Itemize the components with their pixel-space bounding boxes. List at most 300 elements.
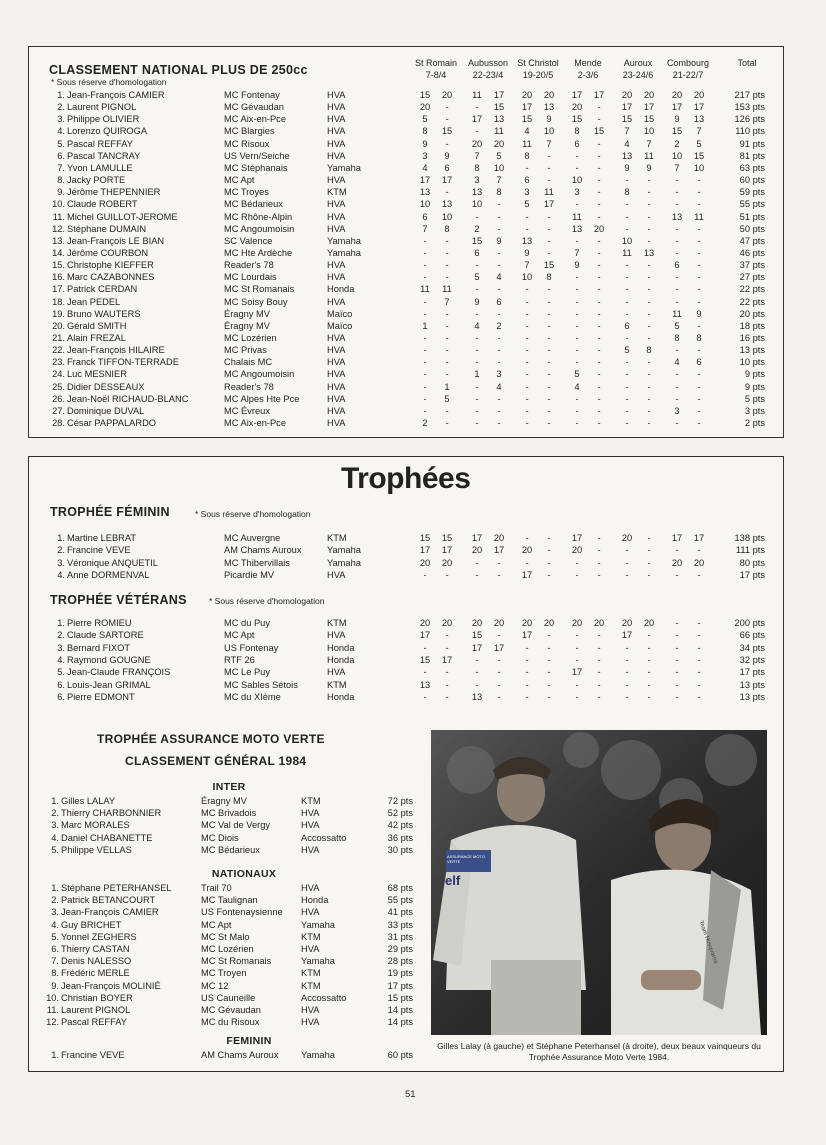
club: RTF 26 xyxy=(224,654,255,665)
rank: 6. xyxy=(57,150,65,161)
round-points: - xyxy=(647,187,651,198)
round-points: - xyxy=(575,630,579,641)
round-date: 23-24/6 xyxy=(622,70,654,80)
round-points: 6 xyxy=(474,247,480,258)
round-points: 20 xyxy=(521,618,533,628)
round-points: - xyxy=(547,381,551,392)
round-points: - xyxy=(675,187,679,198)
round-points: - xyxy=(597,691,601,702)
club: Éragny MV xyxy=(201,796,247,806)
club: MC Soisy Bouy xyxy=(224,296,288,307)
round-points: 8 xyxy=(524,150,530,161)
round-points: - xyxy=(445,418,449,429)
club: Picardie MV xyxy=(224,569,275,580)
total-points: 153 pts xyxy=(734,102,765,113)
round-points: - xyxy=(625,393,629,404)
rider-name: Didier DESSEAUX xyxy=(67,381,145,392)
total-points: 72 pts xyxy=(387,796,413,806)
club: MC Bédarieux xyxy=(224,199,283,210)
club: MC Aix-en-Pce xyxy=(224,418,286,429)
round-points: 15 xyxy=(419,90,431,100)
bike: HVA xyxy=(301,1005,320,1015)
bike: KTM xyxy=(301,980,321,991)
round-points: 5 xyxy=(624,345,630,356)
rider-name: Jean-François MOLINIÉ xyxy=(61,980,161,991)
trophees-title: Trophées xyxy=(341,462,471,495)
rider-name: Thierry CASTAN xyxy=(61,944,130,954)
rider-name: Claude SARTORE xyxy=(67,630,144,641)
round-points: 13 xyxy=(693,114,705,125)
round-points: - xyxy=(423,691,427,702)
round-points: - xyxy=(445,187,449,198)
club: MC St Romanais xyxy=(201,956,272,967)
round-points: 10 xyxy=(493,162,505,173)
round-points: - xyxy=(647,381,651,392)
total-points: 68 pts xyxy=(387,883,413,893)
rank: 1. xyxy=(51,1050,59,1060)
round-points: 20 xyxy=(419,618,431,628)
round-points: - xyxy=(547,357,551,368)
round-points: - xyxy=(423,642,427,653)
round-points: 8 xyxy=(422,126,428,137)
round-points: - xyxy=(697,642,701,653)
trophees-box xyxy=(28,456,784,1072)
rank: 10. xyxy=(46,992,59,1003)
round-points: - xyxy=(497,333,501,343)
round-points: - xyxy=(547,369,551,380)
total-points: 50 pts xyxy=(739,223,765,234)
club: MC Sables Sétois xyxy=(224,679,298,690)
round-points: 6 xyxy=(422,211,428,222)
round-points: 17 xyxy=(693,533,705,543)
round-points: 7 xyxy=(496,175,502,186)
round-points: 9 xyxy=(524,247,530,258)
round-points: 11 xyxy=(572,211,582,222)
round-points: 5 xyxy=(524,199,530,210)
round-points: 17 xyxy=(471,642,483,653)
round-points: - xyxy=(597,357,601,368)
rider-name: Daniel CHABANETTE xyxy=(61,832,153,843)
round-points: 20 xyxy=(471,545,483,556)
round-points: 7 xyxy=(422,223,428,234)
round-points: - xyxy=(547,654,551,665)
round-points: 7 xyxy=(524,260,530,271)
club: MC Brivadois xyxy=(201,808,257,819)
round-points: 17 xyxy=(493,642,505,653)
club: MC 12 xyxy=(201,980,229,991)
rank: 1. xyxy=(57,618,65,628)
rank: 3. xyxy=(51,907,59,918)
round-points: - xyxy=(423,569,427,580)
round-points: 3 xyxy=(674,405,680,416)
rank: 5. xyxy=(57,138,65,149)
round-points: - xyxy=(647,405,651,416)
rider-name: Stéphane PETERHANSEL xyxy=(61,883,172,893)
round-points: - xyxy=(647,223,651,234)
total-points: 42 pts xyxy=(387,820,413,831)
round-points: 5 xyxy=(444,393,450,404)
total-points: 51 pts xyxy=(739,211,765,222)
total-points: 13 pts xyxy=(739,345,765,356)
club: MC du XIème xyxy=(224,691,281,702)
table-row xyxy=(29,679,783,691)
rider-name: Jean-François CAMIER xyxy=(67,90,165,100)
national-standings-box xyxy=(28,46,784,438)
round-points: - xyxy=(597,284,601,295)
round-points: - xyxy=(597,381,601,392)
bike: HVA xyxy=(301,844,320,855)
rider-name: Lorenzo QUIROGA xyxy=(67,126,148,137)
rider-name: Christian BOYER xyxy=(61,992,133,1003)
total-points: 30 pts xyxy=(387,844,413,855)
round-points: 17 xyxy=(643,102,655,113)
round-points: - xyxy=(597,247,601,258)
round-points: - xyxy=(445,320,449,331)
round-points: - xyxy=(575,691,579,702)
round-points: - xyxy=(575,679,579,690)
round-points: - xyxy=(575,405,579,416)
round-points: - xyxy=(675,618,679,628)
round-points: 7 xyxy=(474,150,480,161)
round-points: - xyxy=(497,345,501,356)
total-points: 28 pts xyxy=(387,956,413,967)
round-points: 8 xyxy=(496,187,502,198)
round-points: 5 xyxy=(422,114,428,125)
total-points: 111 pts xyxy=(735,545,765,556)
round-points: - xyxy=(547,320,551,331)
round-points: - xyxy=(647,393,651,404)
round-points: 11 xyxy=(522,138,532,149)
club: MC Taulignan xyxy=(201,895,258,906)
round-date: 2-3/6 xyxy=(577,70,599,80)
round-points: - xyxy=(647,357,651,368)
round-points: - xyxy=(475,211,479,222)
total-points: 36 pts xyxy=(387,832,413,843)
round-name: Aubusson xyxy=(467,58,509,68)
round-points: - xyxy=(547,247,551,258)
bike: HVA xyxy=(301,1017,320,1028)
round-points: 7 xyxy=(674,162,680,173)
round-points: - xyxy=(625,654,629,665)
round-points: - xyxy=(625,333,629,343)
round-points: - xyxy=(547,667,551,678)
round-points: 10 xyxy=(693,162,705,173)
round-points: - xyxy=(697,569,701,580)
round-points: - xyxy=(625,211,629,222)
bike: KTM xyxy=(327,533,347,543)
rider-name: Véronique ANQUETIL xyxy=(67,557,158,568)
jersey-left-sponsor: ASSURANCE MOTO VERTE xyxy=(447,854,485,864)
round-points: - xyxy=(575,357,579,368)
round-points: 4 xyxy=(474,320,480,331)
table-row xyxy=(29,544,783,556)
round-points: - xyxy=(697,320,701,331)
round-points: 20 xyxy=(471,618,483,628)
round-points: 17 xyxy=(693,102,705,113)
round-points: - xyxy=(597,418,601,429)
bike: HVA xyxy=(327,126,346,137)
round-points: - xyxy=(697,369,701,380)
club: MC Fontenay xyxy=(224,90,280,100)
table-row xyxy=(29,138,783,150)
round-points: 2 xyxy=(496,320,502,331)
round-points: - xyxy=(445,138,449,149)
round-points: - xyxy=(575,333,579,343)
round-points: - xyxy=(647,679,651,690)
round-points: - xyxy=(547,545,551,556)
round-points: - xyxy=(597,162,601,173)
round-points: 20 xyxy=(621,618,633,628)
round-points: 8 xyxy=(474,162,480,173)
round-points: - xyxy=(445,667,449,678)
round-points: - xyxy=(575,418,579,429)
round-points: - xyxy=(423,296,427,307)
round-points: - xyxy=(597,345,601,356)
round-points: - xyxy=(697,247,701,258)
bike: HVA xyxy=(301,944,320,954)
rank: 24. xyxy=(52,369,65,380)
total-points: 2 pts xyxy=(744,418,765,429)
bike: HVA xyxy=(327,418,346,429)
round-points: - xyxy=(525,162,529,173)
rider-name: Patrick CERDAN xyxy=(67,284,138,295)
round-points: - xyxy=(547,308,551,319)
round-points: 11 xyxy=(442,284,452,295)
rank: 1. xyxy=(51,796,59,806)
round-points: - xyxy=(547,211,551,222)
round-points: - xyxy=(475,557,479,568)
rank: 6. xyxy=(51,944,59,954)
round-points: - xyxy=(525,533,529,543)
total-points: 55 pts xyxy=(387,895,413,906)
total-points: 19 pts xyxy=(387,968,413,979)
round-points: 6 xyxy=(496,296,502,307)
round-points: - xyxy=(475,418,479,429)
bike: HVA xyxy=(327,223,346,234)
table-row xyxy=(29,642,783,654)
round-points: 5 xyxy=(474,272,480,283)
round-points: - xyxy=(525,357,529,368)
club: MC Stéphanais xyxy=(224,162,288,173)
round-points: - xyxy=(597,333,601,343)
round-points: - xyxy=(597,320,601,331)
bike: Honda xyxy=(327,691,355,702)
round-points: - xyxy=(597,642,601,653)
round-points: - xyxy=(647,630,651,641)
total-points: 37 pts xyxy=(739,260,765,271)
round-points: - xyxy=(525,667,529,678)
round-points: 1 xyxy=(422,320,428,331)
club: US Fontenay xyxy=(224,642,279,653)
round-points: 10 xyxy=(441,211,453,222)
round-points: - xyxy=(697,691,701,702)
round-points: - xyxy=(475,654,479,665)
total-points: 33 pts xyxy=(387,919,413,930)
national-title: CLASSEMENT NATIONAL PLUS DE 250cc xyxy=(49,63,308,77)
round-points: 17 xyxy=(471,114,483,125)
table-row xyxy=(29,691,783,703)
round-points: - xyxy=(625,679,629,690)
round-points: - xyxy=(575,642,579,653)
round-points: 20 xyxy=(419,557,431,568)
round-points: - xyxy=(475,333,479,343)
total-points: 60 pts xyxy=(387,1050,413,1060)
club: US Cauneille xyxy=(201,992,256,1003)
round-points: - xyxy=(525,284,529,295)
round-points: - xyxy=(423,247,427,258)
round-points: - xyxy=(647,272,651,283)
round-points: - xyxy=(625,557,629,568)
rider-name: Marc MORALES xyxy=(61,820,130,831)
total-points: 10 pts xyxy=(739,357,765,368)
round-points: 15 xyxy=(693,150,705,161)
bike: Yamaha xyxy=(301,956,335,967)
round-points: - xyxy=(547,418,551,429)
round-points: - xyxy=(697,260,701,271)
round-points: - xyxy=(625,369,629,380)
round-points: 8 xyxy=(646,345,652,356)
rank: 27. xyxy=(52,405,65,416)
bike: Honda xyxy=(327,284,355,295)
round-points: - xyxy=(697,284,701,295)
round-points: - xyxy=(597,260,601,271)
round-points: - xyxy=(675,545,679,556)
bike: Yamaha xyxy=(327,545,361,556)
round-points: - xyxy=(625,642,629,653)
round-points: 11 xyxy=(622,247,632,258)
round-points: - xyxy=(625,418,629,429)
round-points: 20 xyxy=(621,90,633,100)
round-points: 10 xyxy=(621,235,633,246)
round-points: 13 xyxy=(493,114,505,125)
total-points: 32 pts xyxy=(739,654,765,665)
rider-name: Laurent PIGNOL xyxy=(67,102,137,113)
club: Éragny MV xyxy=(224,308,270,319)
total-points: 81 pts xyxy=(739,150,765,161)
rider-name: Alain FREZAL xyxy=(67,333,126,343)
round-points: - xyxy=(647,308,651,319)
round-points: 20 xyxy=(493,533,505,543)
round-points: - xyxy=(597,187,601,198)
round-points: 7 xyxy=(574,247,580,258)
round-points: 13 xyxy=(441,199,453,210)
total-points: 22 pts xyxy=(739,296,765,307)
round-points: - xyxy=(697,654,701,665)
round-points: - xyxy=(475,345,479,356)
round-points: - xyxy=(525,405,529,416)
round-points: - xyxy=(597,296,601,307)
bike: HVA xyxy=(327,102,346,113)
club: MC Diois xyxy=(201,832,239,843)
club: MC Alpes Hte Pce xyxy=(224,393,300,404)
general-title: CLASSEMENT GÉNÉRAL 1984 xyxy=(125,754,307,768)
round-points: - xyxy=(675,223,679,234)
round-points: 20 xyxy=(643,618,655,628)
round-points: 13 xyxy=(521,235,533,246)
round-points: 6 xyxy=(624,320,630,331)
round-points: - xyxy=(445,114,449,125)
bike: KTM xyxy=(301,968,321,979)
round-points: 11 xyxy=(544,187,554,198)
round-points: 17 xyxy=(471,533,483,543)
total-points: 27 pts xyxy=(739,272,765,283)
round-points: 15 xyxy=(471,630,483,641)
table-row xyxy=(29,125,783,137)
round-points: - xyxy=(497,223,501,234)
round-points: 17 xyxy=(571,667,583,678)
club: SC Valence xyxy=(224,235,273,246)
bike: HVA xyxy=(327,90,346,100)
rank: 26. xyxy=(52,393,65,404)
round-points: - xyxy=(697,381,701,392)
round-points: - xyxy=(497,284,501,295)
bike: HVA xyxy=(327,211,346,222)
round-points: - xyxy=(697,175,701,186)
round-points: 11 xyxy=(494,126,504,137)
total-points: 138 pts xyxy=(734,533,765,543)
table-row xyxy=(29,223,783,235)
round-points: - xyxy=(647,296,651,307)
round-points: 2 xyxy=(422,418,428,429)
photo-caption: Gilles Lalay (à gauche) et Stéphane Peterhansel (à droite), deux beaux vainqueurs du Trophée Assurance Moto Verte 1984. xyxy=(437,1041,761,1062)
round-points: - xyxy=(597,150,601,161)
bike: HVA xyxy=(327,114,346,125)
round-points: - xyxy=(547,679,551,690)
round-points: - xyxy=(647,369,651,380)
round-points: - xyxy=(647,642,651,653)
total-header: Total xyxy=(737,58,757,68)
total-points: 200 pts xyxy=(734,618,765,628)
round-points: 13 xyxy=(621,150,633,161)
table-row xyxy=(29,283,783,295)
round-points: - xyxy=(445,357,449,368)
club: MC Apt xyxy=(224,630,255,641)
rider-name: Dominique DUVAL xyxy=(67,405,145,416)
rider-name: Guy BRICHET xyxy=(61,919,122,930)
round-points: 20 xyxy=(521,90,533,100)
round-points: 20 xyxy=(543,618,555,628)
round-date: 19-20/5 xyxy=(522,70,554,80)
round-points: - xyxy=(647,333,651,343)
bike: Honda xyxy=(327,642,355,653)
round-points: 1 xyxy=(474,369,480,380)
rank: 4. xyxy=(57,654,65,665)
round-points: - xyxy=(445,333,449,343)
round-points: - xyxy=(675,667,679,678)
round-points: - xyxy=(597,654,601,665)
round-points: 15 xyxy=(543,260,555,271)
round-points: - xyxy=(445,345,449,356)
rider-name: Philippe VELLAS xyxy=(61,844,132,855)
round-points: - xyxy=(525,642,529,653)
rider-name: Claude ROBERT xyxy=(67,199,138,210)
round-points: 7 xyxy=(624,126,630,137)
table-row xyxy=(29,332,783,344)
club: MC Apt xyxy=(224,175,255,186)
bike: HVA xyxy=(301,883,320,893)
round-points: 10 xyxy=(571,175,583,186)
table-row xyxy=(29,368,783,380)
round-points: - xyxy=(445,405,449,416)
total-points: 16 pts xyxy=(739,333,765,343)
round-points: 20 xyxy=(571,618,583,628)
round-points: - xyxy=(625,296,629,307)
table-row xyxy=(29,320,783,332)
table-row xyxy=(29,211,783,223)
round-points: - xyxy=(423,357,427,368)
round-points: - xyxy=(497,418,501,429)
rank: 4. xyxy=(51,832,59,843)
